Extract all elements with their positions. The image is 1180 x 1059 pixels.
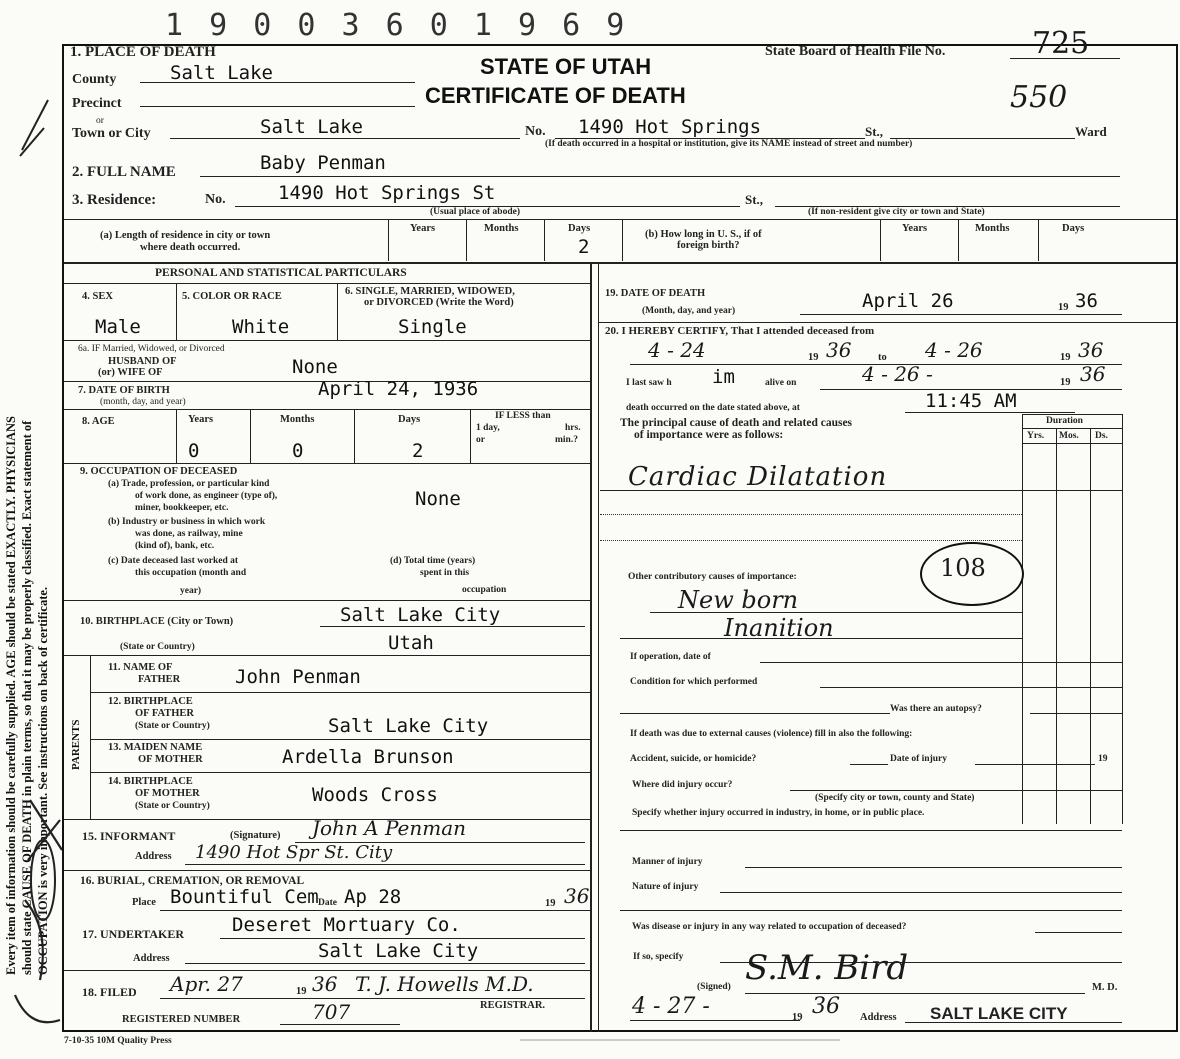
secondary-number: 550 [1010,80,1068,115]
signed-year-value: 36 [812,994,840,1019]
informant-address: 1490 Hot Spr St. City [195,842,393,863]
age-months-label: Months [280,414,315,425]
contributory-cause-2: Inanition [724,614,834,642]
industry-home-label: Specify whether injury occurred in industry, in home, or in public place. [632,808,925,818]
filed-year-value: 36 [312,972,338,996]
physician-address-value: SALT LAKE CITY [930,1004,1068,1023]
father-birthplace-label-b: OF FATHER [135,708,195,719]
duration-days-label: Ds. [1095,431,1108,441]
md-label: M. D. [1092,982,1118,993]
attended-from-date: 4 - 24 [648,338,706,362]
last-saw-label: I last saw h [626,378,672,388]
duration-months-label: Mos. [1059,431,1079,441]
attended-to-date: 4 - 26 [925,338,983,362]
undertaker-label: 17. UNDERTAKER [82,927,185,941]
residence-label: 3. Residence: [72,192,157,208]
informant-address-label: Address [135,851,172,862]
last-saw-value: im [712,366,735,388]
age-label: 8. AGE [82,416,115,427]
abode-note: (Usual place of abode) [430,207,520,217]
filed-date-value: Apr. 27 [170,972,243,996]
informant-signature-label: (Signature) [230,830,281,841]
undertaker-value: Deseret Mortuary Co. [232,914,461,936]
file-number-label: State Board of Health File No. [765,44,946,59]
alive-on-label: alive on [765,378,797,388]
marital-label-a: 6. SINGLE, MARRIED, WIDOWED, [345,286,515,297]
external-causes-label: If death was due to external causes (violence) fill in also the following: [630,729,913,739]
color-value: White [232,316,290,338]
parents-side-label: PARENTS [70,719,82,770]
alive-on-date: 4 - 26 - [862,362,933,386]
document-stamp-number: 1 9 0 0 3 6 0 1 9 6 9 [165,8,629,43]
mother-name-label-a: 13. MAIDEN NAME [108,742,203,753]
burial-year-prefix: 19 [545,898,556,909]
accident-label: Accident, suicide, or homicide? [630,754,757,764]
certify-label: 20. I HEREBY CERTIFY, That I attended deceased from [605,325,875,337]
residence-no-label: No. [205,192,226,207]
dod-year-prefix: 19 [1058,302,1069,313]
mother-birthplace-label-a: 14. BIRTHPLACE [108,776,193,787]
town-label: Town or City [72,126,151,141]
birthplace-label-a: 10. BIRTHPLACE (City or Town) [80,616,234,627]
dob-label-a: 7. DATE OF BIRTH [78,385,170,396]
physician-signature: S.M. Bird [745,948,909,988]
residence-value: 1490 Hot Springs St [278,182,496,204]
residence-days-label: Days [568,223,591,234]
full-name-label: 2. FULL NAME [72,164,176,180]
to-label: to [878,352,887,363]
contributory-label: Other contributory causes of importance: [628,572,797,582]
filed-label: 18. FILED [82,985,137,999]
form-footer: 7-10-35 10M Quality Press [64,1036,172,1046]
registrar-label: REGISTRAR. [480,1000,546,1011]
dod-year-value: 36 [1075,290,1098,312]
signed-date-value: 4 - 27 - [632,994,710,1019]
county-value: Salt Lake [170,62,273,84]
residence-st-label: St., [745,192,764,207]
dod-label-b: (Month, day, and year) [642,306,736,316]
age-days-value: 2 [412,440,424,462]
color-label: 5. COLOR OR RACE [182,291,282,302]
burial-year-value: 36 [564,884,590,908]
spouse-value: None [292,356,338,378]
residence-months-label: Months [484,223,519,234]
father-birthplace-label-c: (State or Country) [135,721,210,731]
street-no-label: No. [525,124,546,139]
spouse-label-c: (or) WIFE OF [98,367,163,378]
sex-value: Male [95,316,141,338]
father-birthplace-value: Salt Lake City [328,715,489,737]
birthplace-label-b: (State or Country) [120,642,195,652]
occupation-c1: (c) Date deceased last worked at [108,556,239,566]
occupation-a3: miner, bookkeeper, etc. [135,503,229,513]
alive-year-prefix: 19 [1060,377,1071,388]
nature-injury-label: Nature of injury [632,882,699,892]
birthplace-city: Salt Lake City [340,604,501,626]
operation-label: If operation, date of [630,652,711,662]
mother-name-label-b: OF MOTHER [138,754,203,765]
less-label-b: 1 day, [476,423,500,433]
st-label: St., [865,124,884,139]
burial-date-value: Ap 28 [344,886,402,908]
burial-date-label: Date [318,898,337,908]
mother-birthplace-label-c: (State or Country) [135,801,210,811]
occupation-related-label: Was disease or injury in any way related to occupation of deceased? [632,922,907,932]
foreign-months-label: Months [975,223,1010,234]
burial-label: 16. BURIAL, CREMATION, OR REMOVAL [80,875,305,887]
duration-label: Duration [1046,416,1083,426]
length-residence-label-a: (a) Length of residence in city or town [100,230,271,241]
less-label-d: or [476,435,485,445]
street-value: 1490 Hot Springs [578,116,762,138]
occupation-d2: spent in this [420,568,470,578]
less-label-e: min.? [555,435,578,445]
primary-cause-value: Cardiac Dilatation [628,462,888,492]
foreign-days-label: Days [1062,223,1085,234]
signed-year-prefix: 19 [792,1012,803,1023]
ward-label: Ward [1075,124,1107,139]
residence-years-label: Years [410,223,436,234]
occupation-a2: of work done, as engineer (type of), [135,491,278,501]
specify-location-note: (Specify city or town, county and State) [815,793,975,803]
mother-birthplace-label-b: OF MOTHER [135,788,200,799]
or-label: or [96,116,104,126]
file-number: 725 [1032,26,1090,61]
burial-place-value: Bountiful Cem [170,886,319,908]
dob-label-b: (month, day, and year) [100,397,186,407]
undertaker-address-value: Salt Lake City [318,940,479,962]
margin-instructions-1: Every item of information should be carefully supplied. AGE should be stated EXACTLY. PHYSICIANS [4,416,18,975]
father-name-label-a: 11. NAME OF [108,662,173,673]
state-title: STATE OF UTAH [480,54,652,79]
spouse-label-b: HUSBAND OF [108,356,177,367]
occupation-b3: (kind of), bank, etc. [135,541,215,551]
place-of-death-label: 1. PLACE OF DEATH [70,44,216,60]
age-years-label: Years [188,414,214,425]
length-residence-label-b: where death occurred. [140,242,241,253]
father-name-label-b: FATHER [138,674,181,685]
precinct-label: Precinct [72,96,122,111]
foreign-years-label: Years [902,223,928,234]
nonresident-note: (If non-resident give city or town and State) [808,207,985,217]
dob-value: April 24, 1936 [318,378,479,400]
county-label: County [72,72,117,87]
filed-year-prefix: 19 [296,986,307,997]
signed-label: (Signed) [697,982,731,992]
sex-label: 4. SEX [82,291,113,302]
death-time-label: death occurred on the date stated above, at [626,403,800,413]
contributory-cause-1: New born [678,586,799,614]
father-birthplace-label-a: 12. BIRTHPLACE [108,696,193,707]
injury-date-label: Date of injury [890,754,947,764]
undertaker-address-label: Address [133,953,170,964]
foreign-birth-label-a: (b) How long in U. S., if of [645,229,762,240]
condition-label: Condition for which performed [630,677,758,687]
residence-days-value: 2 [578,236,590,258]
dod-label-a: 19. DATE OF DEATH [605,288,706,299]
informant-label: 15. INFORMANT [82,829,176,843]
informant-signature: John A Penman [312,816,467,840]
occupation-d1: (d) Total time (years) [390,556,476,566]
burial-place-label: Place [132,897,156,908]
age-days-label: Days [398,414,421,425]
attended-to-year: 36 [1078,338,1104,362]
less-label-a: IF LESS than [495,411,551,421]
cause-label-b: of importance were as follows: [634,429,784,441]
birthplace-state: Utah [388,632,434,654]
town-value: Salt Lake [260,116,363,138]
attended-from-year: 36 [826,338,852,362]
spouse-label-a: 6a. IF Married, Widowed, or Divorced [78,344,225,354]
from-year-prefix: 19 [808,352,819,363]
occupation-label: 9. OCCUPATION OF DECEASED [80,466,238,477]
mother-birthplace-value: Woods Cross [312,784,438,806]
full-name-value: Baby Penman [260,152,386,174]
occupation-b2: was done, as railway, mine [135,529,243,539]
death-time-value: 11:45 AM [925,390,1017,412]
registrar-signature: T. J. Howells M.D. [355,972,534,996]
injury-year-prefix: 19 [1098,754,1108,764]
physician-address-label: Address [860,1012,897,1023]
age-years-value: 0 [188,440,200,462]
margin-instructions-2: should state CAUSE OF DEATH in plain terms, so that it may be properly classified. Exact statement of [20,420,34,975]
circled-code: 108 [940,554,986,582]
certificate-title: CERTIFICATE OF DEATH [425,83,686,108]
where-injury-label: Where did injury occur? [632,780,733,790]
occupation-value: None [415,488,461,510]
duration-years-label: Yrs. [1027,431,1045,441]
marital-label-b: or DIVORCED (Write the Word) [364,297,514,308]
manner-injury-label: Manner of injury [632,857,703,867]
registered-number-label: REGISTERED NUMBER [122,1014,241,1025]
personal-particulars-header: PERSONAL AND STATISTICAL PARTICULARS [155,267,407,279]
registered-number-value: 707 [312,1000,351,1024]
margin-instructions-3: OCCUPATION is very important. See instructions on back of certificate. [36,586,50,975]
father-name-value: John Penman [235,666,361,688]
mother-name-value: Ardella Brunson [282,746,454,768]
foreign-birth-label-b: foreign birth? [677,240,740,251]
autopsy-label: Was there an autopsy? [890,704,982,714]
to-year-prefix: 19 [1060,352,1071,363]
dod-value: April 26 [862,290,954,312]
occupation-c3: year) [180,586,202,596]
occupation-b1: (b) Industry or business in which work [108,517,266,527]
cause-label-a: The principal cause of death and related causes [620,417,853,429]
hospital-note: (If death occurred in a hospital or institution, give its NAME instead of street and number) [545,139,913,149]
age-months-value: 0 [292,440,304,462]
marital-value: Single [398,316,467,338]
occupation-a1: (a) Trade, profession, or particular kind [108,479,270,489]
less-label-c: hrs. [565,423,581,433]
if-so-specify-label: If so, specify [633,952,684,962]
occupation-c2: this occupation (month and [135,568,247,578]
alive-on-year: 36 [1080,362,1106,386]
occupation-d3: occupation [462,585,507,595]
